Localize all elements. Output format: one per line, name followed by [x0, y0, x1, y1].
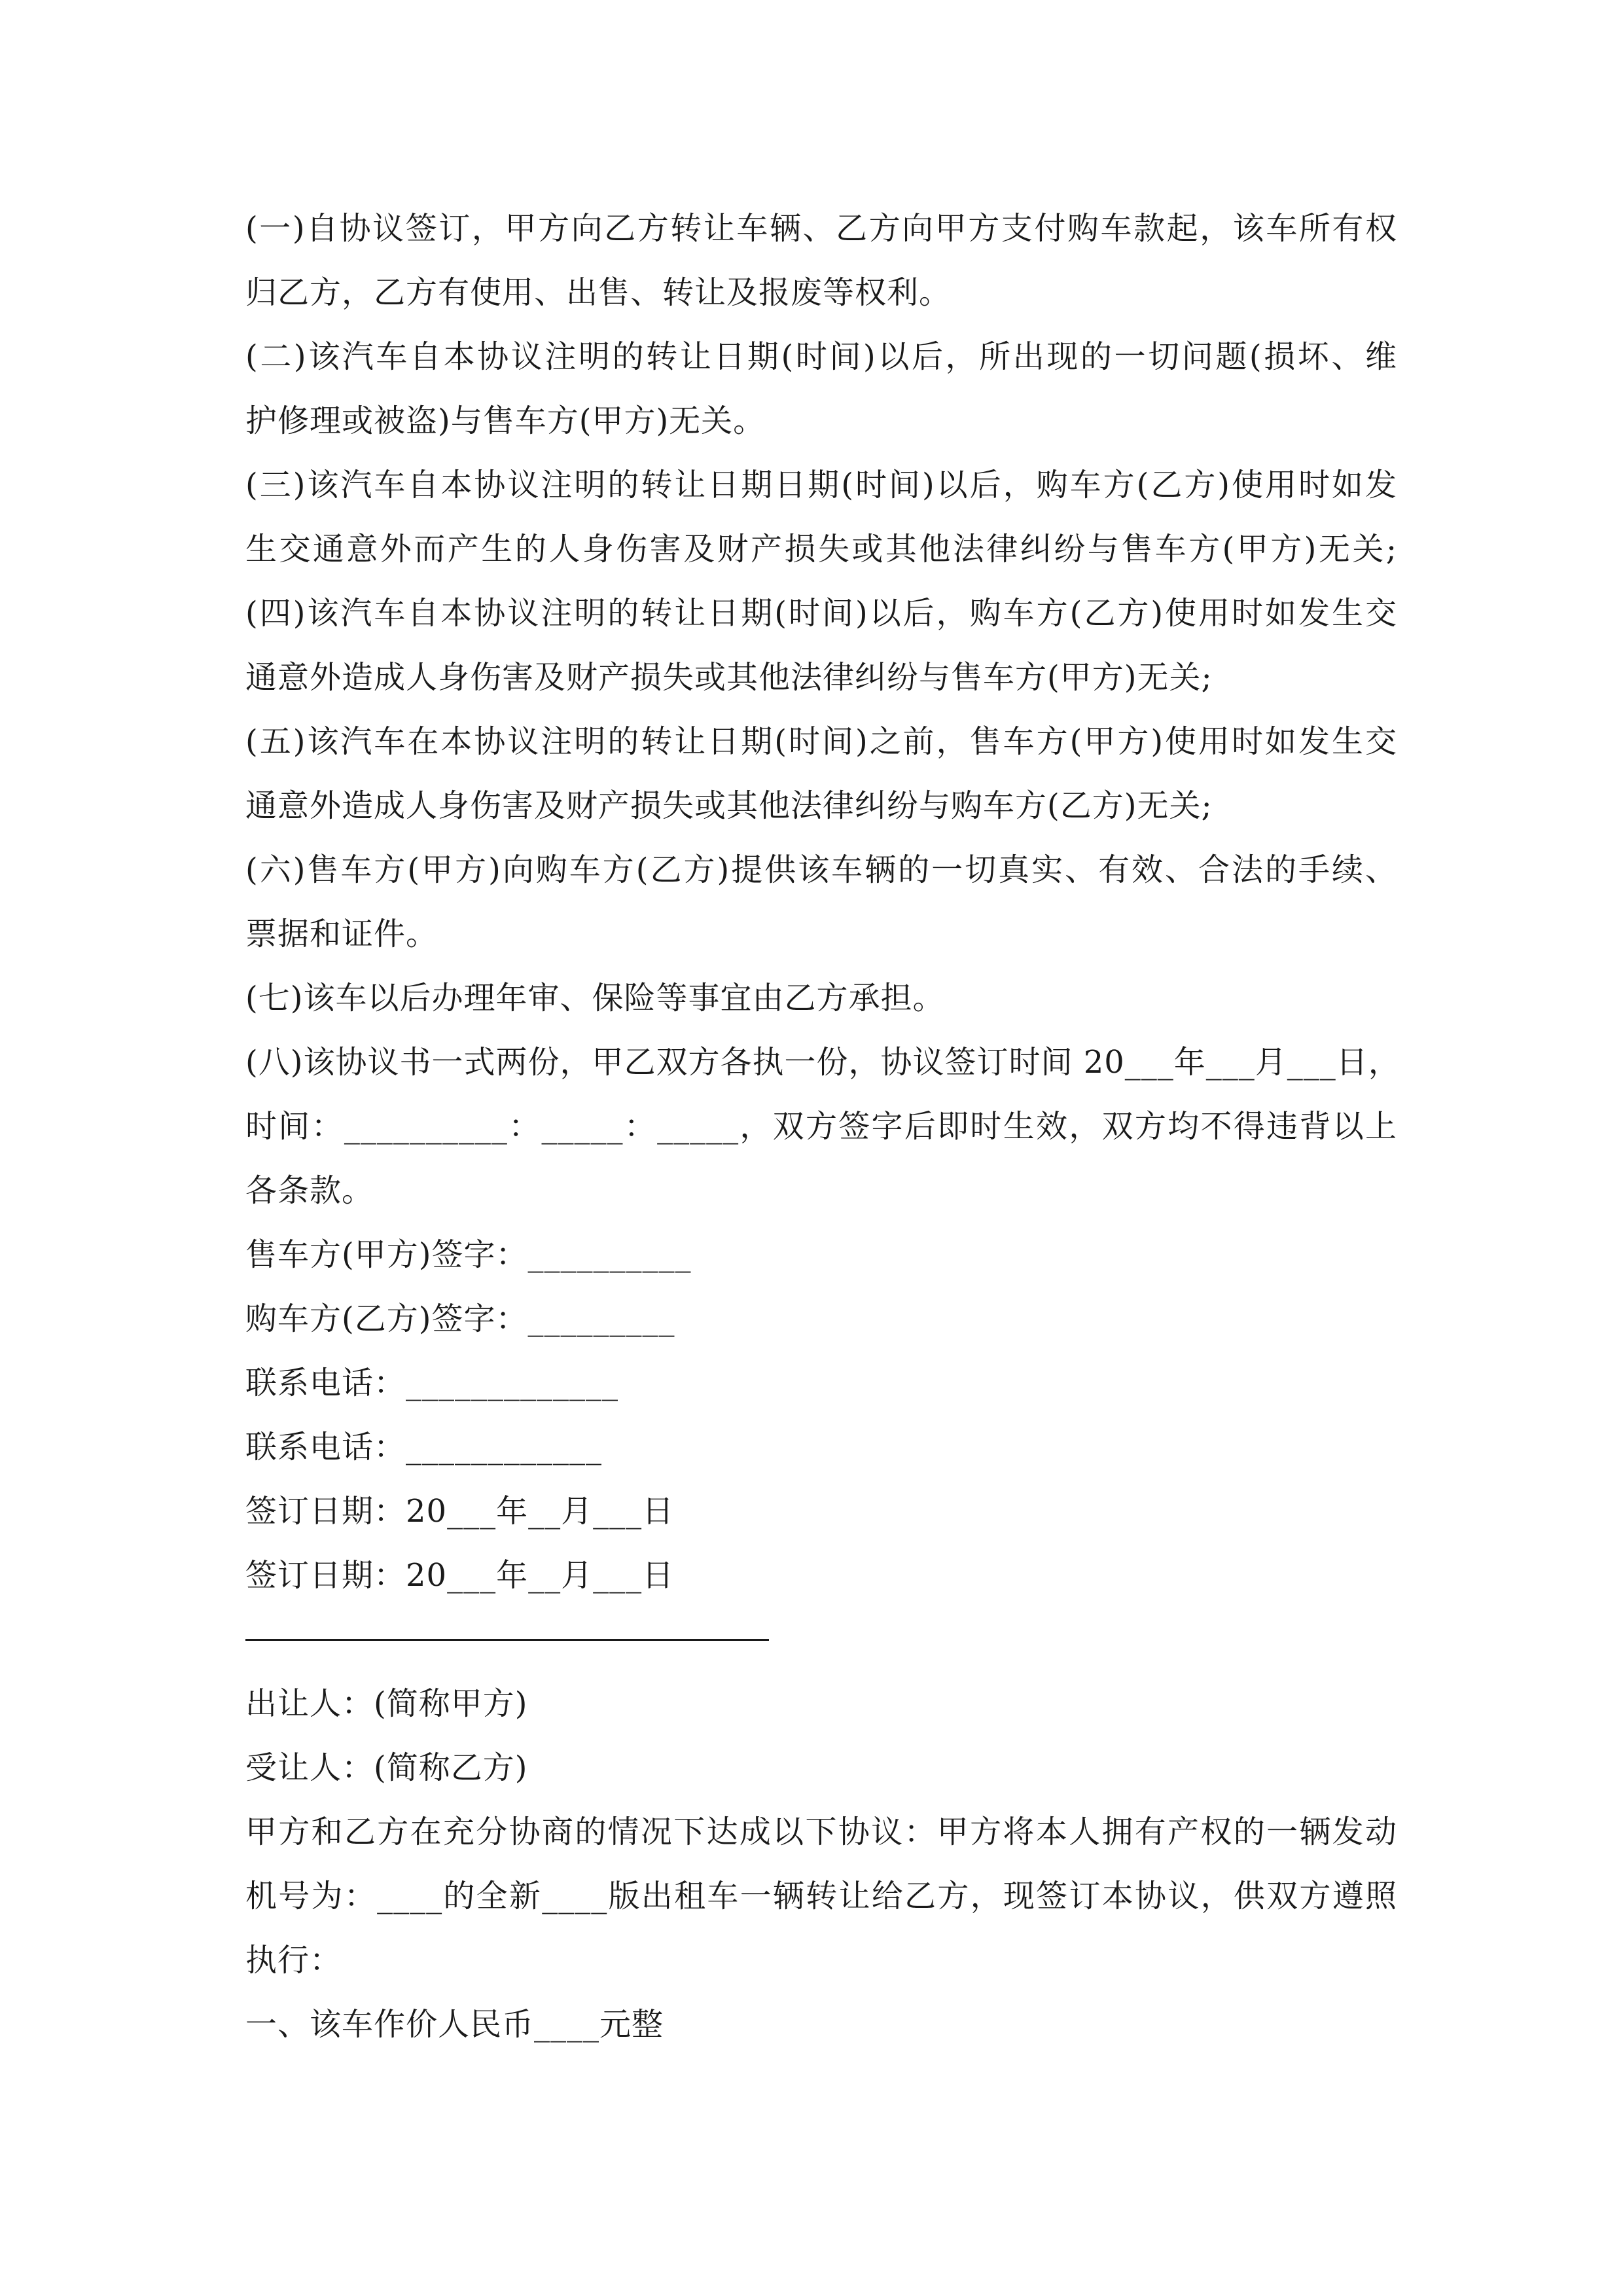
signing-date-field-2: 签订日期：20___年__月___日 [245, 1557, 675, 1594]
signing-date-field-1: 签订日期：20___年__月___日 [245, 1493, 675, 1530]
clause-3-line-2: 生交通意外而产生的人身伤害及财产损失或其他法律纠纷与售车方(甲方)无关; [245, 531, 1397, 567]
clause-8-line-2: 时间：__________：_____：_____，双方签字后即时生效，双方均不得违背以上 [245, 1108, 1397, 1145]
transferor-line: 出让人：(简称甲方) [245, 1685, 528, 1722]
clause-2-line-2: 护修理或被盗)与售车方(甲方)无关。 [245, 403, 766, 439]
clause-6-line-1: (六)售车方(甲方)向购车方(乙方)提供该车辆的一切真实、有效、合法的手续、 [245, 852, 1397, 888]
clause-6-line-2: 票据和证件。 [245, 916, 438, 952]
divider-line [245, 1639, 769, 1641]
transferee-line: 受让人：(简称乙方) [245, 1749, 528, 1786]
clause-1-line-2: 归乙方，乙方有使用、出售、转让及报废等权利。 [245, 274, 952, 311]
clause-8-line-3: 各条款。 [245, 1172, 374, 1209]
section-divider [245, 1607, 1397, 1672]
preamble-line-1: 甲方和乙方在充分协商的情况下达成以下协议：甲方将本人拥有产权的一辆发动 [245, 1814, 1397, 1850]
clause-3-line-1: (三)该汽车自本协议注明的转让日期日期(时间)以后，购车方(乙方)使用时如发 [245, 467, 1397, 503]
clause-5-line-2: 通意外造成人身伤害及财产损失或其他法律纠纷与购车方(乙方)无关; [245, 787, 1213, 824]
agreement-text [245, 196, 1400, 2056]
buyer-signature-field: 购车方(乙方)签字：_________ [245, 1300, 675, 1337]
preamble-line-3: 执行： [245, 1942, 342, 1979]
clause-4-line-1: (四)该汽车自本协议注明的转让日期(时间)以后，购车方(乙方)使用时如发生交 [245, 595, 1397, 632]
clause-4-line-2: 通意外造成人身伤害及财产损失或其他法律纠纷与售车方(甲方)无关; [245, 659, 1213, 696]
contact-phone-field-1: 联系电话：_____________ [245, 1365, 619, 1401]
article-1-line: 一、该车作价人民币____元整 [245, 2006, 664, 2043]
seller-signature-field: 售车方(甲方)签字：__________ [245, 1236, 692, 1273]
preamble-line-2: 机号为：____的全新____版出租车一辆转让给乙方，现签订本协议，供双方遵照 [245, 1878, 1397, 1914]
clause-2-line-1: (二)该汽车自本协议注明的转让日期(时间)以后，所出现的一切问题(损坏、维 [245, 338, 1397, 375]
clause-5-line-1: (五)该汽车在本协议注明的转让日期(时间)之前，售车方(甲方)使用时如发生交 [245, 723, 1397, 760]
clause-1-line-1: (一)自协议签订，甲方向乙方转让车辆、乙方向甲方支付购车款起，该车所有权 [245, 210, 1397, 247]
clause-8-line-1: (八)该协议书一式两份，甲乙双方各执一份，协议签订时间 20___年___月___日， [245, 1044, 1400, 1081]
clause-7-line-1: (七)该车以后办理年审、保险等事宜由乙方承担。 [245, 980, 945, 1016]
contact-phone-field-2: 联系电话：____________ [245, 1429, 603, 1465]
